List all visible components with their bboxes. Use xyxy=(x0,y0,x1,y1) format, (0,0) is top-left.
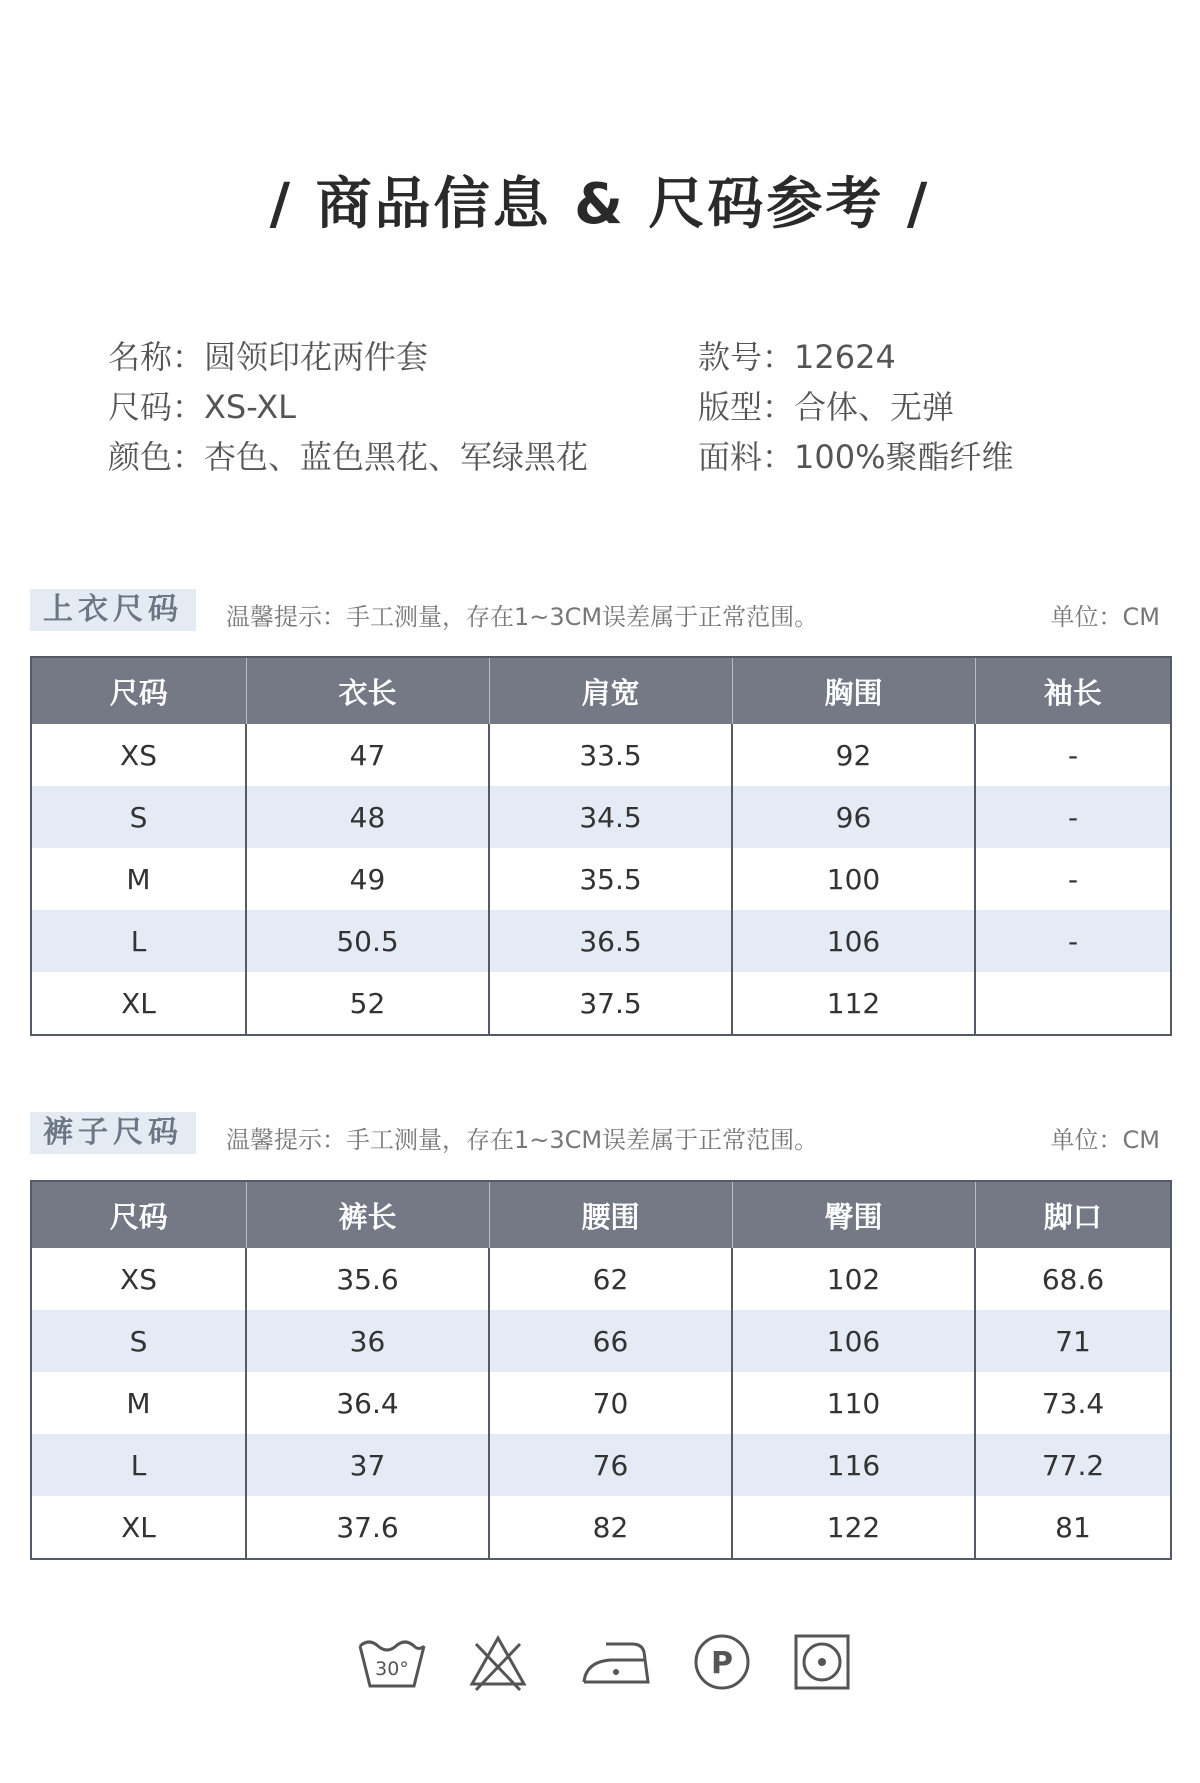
info-name: 名称：圆领印花两件套 xyxy=(108,338,429,376)
column-header: 衣长 xyxy=(246,657,489,724)
table-cell: 68.6 xyxy=(1041,1262,1105,1296)
table-cell: 48 xyxy=(246,786,489,848)
pants-size-section-header xyxy=(30,1112,1170,1154)
column-header: 尺码 xyxy=(31,657,246,724)
table-cell: 62 xyxy=(489,1248,732,1310)
pants-size-tag: 裤子尺码 xyxy=(30,1112,196,1154)
table-cell: 81 xyxy=(1055,1510,1091,1544)
table-cell: L xyxy=(31,910,246,972)
table-cell: 70 xyxy=(489,1372,732,1434)
table-cell: 77.2 xyxy=(975,1434,1171,1496)
table-cell: 71 xyxy=(975,1310,1171,1372)
table-cell: 110 xyxy=(732,1372,975,1434)
table-row xyxy=(31,724,1171,786)
table-header-row xyxy=(31,657,1171,724)
table-cell: 47 xyxy=(246,724,489,786)
wash-30-icon xyxy=(356,1632,428,1692)
column-header: 脚口 xyxy=(975,1181,1171,1248)
table-row xyxy=(31,910,1171,972)
table-cell: 37 xyxy=(246,1434,489,1496)
top-size-table xyxy=(30,656,1172,1036)
table-row xyxy=(31,1248,1171,1310)
column-header: 腰围 xyxy=(489,1181,732,1248)
table-cell: 34.5 xyxy=(489,786,732,848)
table-cell: M xyxy=(31,848,246,910)
table-row xyxy=(31,972,1171,1035)
pants-size-table xyxy=(30,1180,1172,1560)
column-header: 袖长 xyxy=(975,657,1171,724)
table-cell: 76 xyxy=(489,1434,732,1496)
column-header: 尺码 xyxy=(31,1181,246,1248)
info-style-number: 款号：12624 xyxy=(698,338,896,376)
table-row xyxy=(31,1372,1171,1434)
dry-clean-p-icon xyxy=(692,1632,752,1692)
table-cell: 112 xyxy=(732,972,975,1035)
table-cell: 33.5 xyxy=(489,724,732,786)
info-sizes: 尺码：XS-XL xyxy=(108,388,296,426)
table-cell: 36.5 xyxy=(489,910,732,972)
table-cell: 50.5 xyxy=(246,910,489,972)
iron-icon xyxy=(580,1632,652,1692)
table-row xyxy=(31,1496,1171,1559)
column-header: 裤长 xyxy=(246,1181,489,1248)
table-header-row xyxy=(31,1181,1171,1248)
table-row xyxy=(31,848,1171,910)
table-cell: - xyxy=(1067,738,1079,772)
page-title: / 商品信息 & 尺码参考 / xyxy=(269,172,931,237)
table-cell: 92 xyxy=(732,724,975,786)
info-colors: 颜色：杏色、蓝色黑花、军绿黑花 xyxy=(108,438,589,476)
table-row xyxy=(31,786,1171,848)
table-cell: 37.5 xyxy=(489,972,732,1035)
table-cell: 49 xyxy=(246,848,489,910)
product-info-right xyxy=(698,332,1014,482)
product-info-left xyxy=(108,332,588,482)
wash-temp-label: 30° xyxy=(375,1658,409,1680)
table-cell: M xyxy=(31,1372,246,1434)
top-size-tip: 温馨提示：手工测量，存在1~3CM误差属于正常范围。 xyxy=(226,603,819,631)
table-cell: - xyxy=(975,910,1171,972)
table-cell: 36 xyxy=(246,1310,489,1372)
table-cell: 35.6 xyxy=(246,1248,489,1310)
table-cell: 122 xyxy=(732,1496,975,1559)
table-cell: 66 xyxy=(489,1310,732,1372)
table-cell: 102 xyxy=(732,1248,975,1310)
pants-size-tip: 温馨提示：手工测量，存在1~3CM误差属于正常范围。 xyxy=(226,1126,819,1154)
table-cell: S xyxy=(31,786,246,848)
table-cell: 37.6 xyxy=(246,1496,489,1559)
no-bleach-icon xyxy=(468,1632,528,1692)
table-cell: 100 xyxy=(732,848,975,910)
table-cell: 116 xyxy=(732,1434,975,1496)
table-cell: XS xyxy=(31,724,246,786)
table-cell: - xyxy=(1067,862,1079,896)
column-header: 臀围 xyxy=(732,1181,975,1248)
column-header: 胸围 xyxy=(732,657,975,724)
table-row xyxy=(31,1310,1171,1372)
top-size-unit: 单位：CM xyxy=(1050,603,1160,631)
table-cell: 82 xyxy=(489,1496,732,1559)
pants-size-unit: 单位：CM xyxy=(1050,1126,1160,1154)
table-cell: XS xyxy=(31,1248,246,1310)
table-cell: XL xyxy=(31,1496,246,1559)
table-cell: - xyxy=(975,786,1171,848)
table-cell xyxy=(975,972,1171,1035)
table-row xyxy=(31,1434,1171,1496)
dry-clean-letter: P xyxy=(711,1646,733,1681)
info-fabric: 面料：100%聚酯纤维 xyxy=(698,438,1014,476)
column-header: 肩宽 xyxy=(489,657,732,724)
table-cell: 106 xyxy=(732,910,975,972)
table-cell: 73.4 xyxy=(1041,1386,1105,1420)
care-instructions xyxy=(356,1632,856,1702)
table-cell: 52 xyxy=(246,972,489,1035)
table-cell: 106 xyxy=(732,1310,975,1372)
top-size-tag: 上衣尺码 xyxy=(30,589,196,631)
table-cell: 35.5 xyxy=(489,848,732,910)
table-cell: 96 xyxy=(732,786,975,848)
tumble-dry-icon xyxy=(792,1632,852,1692)
table-cell: S xyxy=(31,1310,246,1372)
table-cell: 36.4 xyxy=(246,1372,489,1434)
info-fit: 版型：合体、无弹 xyxy=(698,388,955,426)
table-cell: L xyxy=(31,1434,246,1496)
table-cell: XL xyxy=(31,972,246,1035)
top-size-section-header xyxy=(30,589,1170,631)
